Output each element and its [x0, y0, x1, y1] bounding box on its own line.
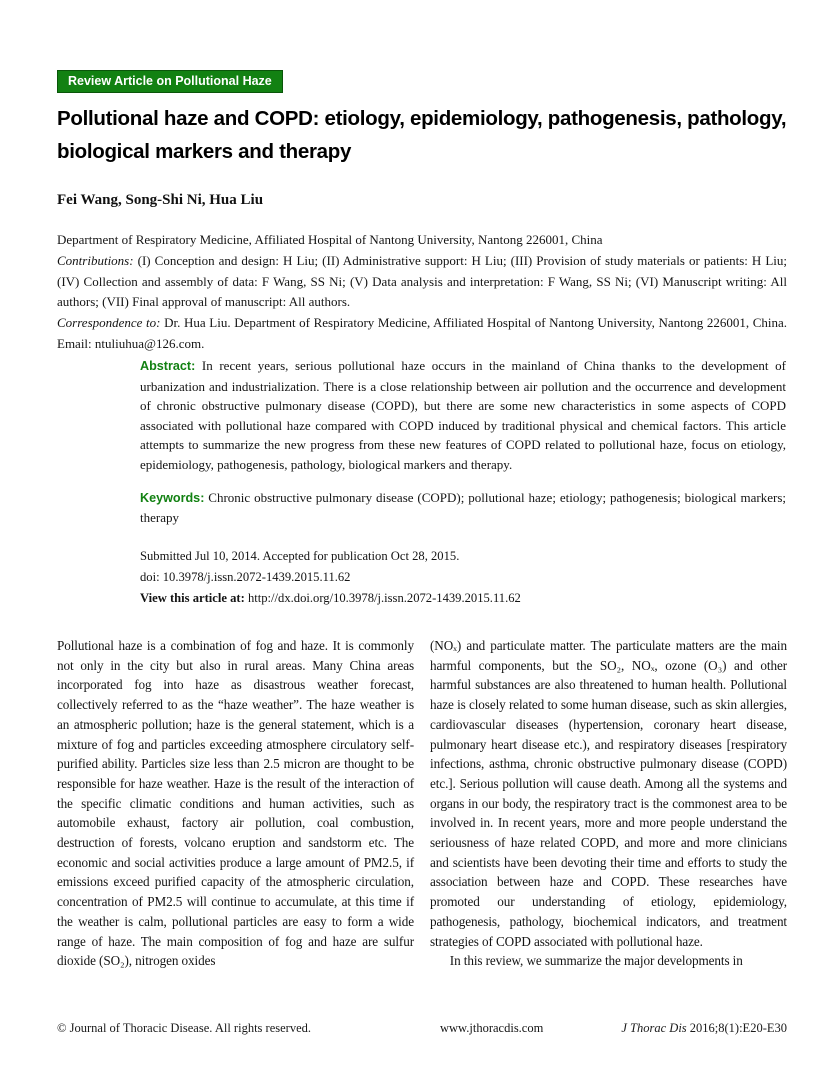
correspondence-email-link[interactable]: ntuliuhua@126.com. [94, 335, 205, 351]
contributions-label: Contributions: [57, 252, 134, 268]
dates-block [140, 546, 786, 609]
abstract-label: Abstract: [140, 359, 196, 373]
left-column [57, 636, 414, 998]
doi-line: doi: 10.3978/j.issn.2072-1439.2015.11.62 [140, 570, 351, 584]
footer-website-link[interactable]: www.jthoracdis.com [440, 1021, 544, 1035]
footer-citation [621, 1021, 787, 1036]
footer-copyright: © Journal of Thoracic Disease. All rights reserved. [57, 1021, 311, 1035]
correspondence-label: Correspondence to: [57, 315, 161, 331]
keywords-text: Chronic obstructive pulmonary disease (COPD); pollutional haze; etiology; pathogenesis; biological markers; therapy [140, 489, 786, 526]
keywords-label: Keywords: [140, 490, 205, 505]
submitted-line: Submitted Jul 10, 2014. Accepted for publication Oct 28, 2015. [140, 549, 460, 563]
contributions-line [57, 251, 787, 313]
footer-citation-journal: J Thorac Dis [621, 1021, 687, 1035]
authors-line: Fei Wang, Song-Shi Ni, Hua Liu [57, 192, 264, 208]
right-column [430, 636, 787, 998]
article-title: Pollutional haze and COPD: etiology, epidemiology, pathogenesis, pathology, biological markers and therapy [57, 107, 787, 163]
right-column-paragraph-1: (NOₓ) and particulate matter. The particulate matters are the main harmful components, but the SO₂, NOₓ, ozone (O₃) and other harmful substances are also threatened to human health. Pollutional haze is closely related to some human disease, such as skin allergies, cardiovascular diseases (hypertension, coronary heart disease, pulmonary heart disease etc.), and respiratory diseases [respiratory infections, asthma, chronic obstructive pulmonary disease (COPD) etc.]. Serious pollution will cause death. Among all the systems and organs in our body, the respiratory tract is the commonest area to be involved in. In recent years, more and more people understand the seriousness of haze related COPD, and more and more clinicians and scientists have been devoting their time and efforts to study the association between haze and COPD. These researches have promoted our understanding of etiology, epidemiology, pathogenesis, pathology, biochemical indicators, and treatment strategies of COPD associated with pollutional haze. [430, 638, 787, 949]
correspondence-text: Dr. Hua Liu. Department of Respiratory Medicine, Affiliated Hospital of Nantong University, Nantong 226001, China. Email: [57, 315, 787, 351]
keywords-paragraph [140, 488, 786, 528]
correspondence-line [57, 313, 787, 355]
page-footer [57, 1021, 787, 1039]
view-article-label: View this article at: [140, 591, 245, 605]
view-article-url-link[interactable]: http://dx.doi.org/10.3978/j.issn.2072-1439.2015.11.62 [244, 591, 521, 605]
meta-block [57, 230, 787, 355]
left-column-paragraph: Pollutional haze is a combination of fog and haze. It is commonly not only in the city but also in rural areas. Many China areas incorporated fog into haze as disastrous weather forecast, collectively referred to as the “haze weather”. The haze weather is an atmospheric pollution; haze is the general statement, which is a mixture of fog and particles exceeding atmosphere circulatory self-purified ability. Particles size less than 2.5 micron are thought to be responsible for haze weather. Haze is the result of the interaction of the specific climatic conditions and human activities, such as automobile exhaust, factory air pollution, coal combustion, destruction of forests, volcano eruption and sandstorm etc. The economic and social activities produce a large amount of PM2.5, if emissions exceed purified capacity of the atmospheric circulation, concentration of PM2.5 will continue to accumulate, at this time if the weather is calm, pollutional particles are easy to form a wide range of haze. The main composition of fog and haze are sulfur dioxide (SO₂), nitrogen oxides [57, 638, 414, 969]
body-columns [57, 636, 787, 998]
view-article-line [140, 588, 786, 609]
abstract-block [140, 356, 786, 528]
right-column-paragraph-2: In this review, we summarize the major developments in [449, 953, 743, 969]
footer-citation-rest: 2016;8(1):E20-E30 [686, 1021, 787, 1035]
contributions-text: (I) Conception and design: H Liu; (II) Administrative support: H Liu; (III) Provision of study materials or patients: H Liu; (IV) Collection and assembly of data: F Wang, SS Ni; (V) Data analysis and interpretation: F Wang, SS Ni; (VI) Manuscript writing: All authors; (VII) Final approval of manuscript: All authors. [57, 252, 787, 310]
abstract-paragraph [140, 356, 786, 475]
affiliation-line: Department of Respiratory Medicine, Affiliated Hospital of Nantong University, Nantong 226001, China [57, 232, 603, 247]
article-type-badge: Review Article on Pollutional Haze [57, 70, 283, 93]
abstract-text: In recent years, serious pollutional haze occurs in the mainland of China thanks to the development of urbanization and industrialization. There is a close relationship between air pollution and the occurrence and development of chronic obstructive pulmonary disease (COPD), but there are some new characteristics in some aspects of COPD associated with pollutional haze compared with COPD induced by traditional physical and chemical factors. This article attempts to summarize the new progress from these new features of COPD related to pollutional haze, focus on etiology, epidemiology, pathogenesis, pathology, biological markers and therapy. [140, 358, 786, 472]
